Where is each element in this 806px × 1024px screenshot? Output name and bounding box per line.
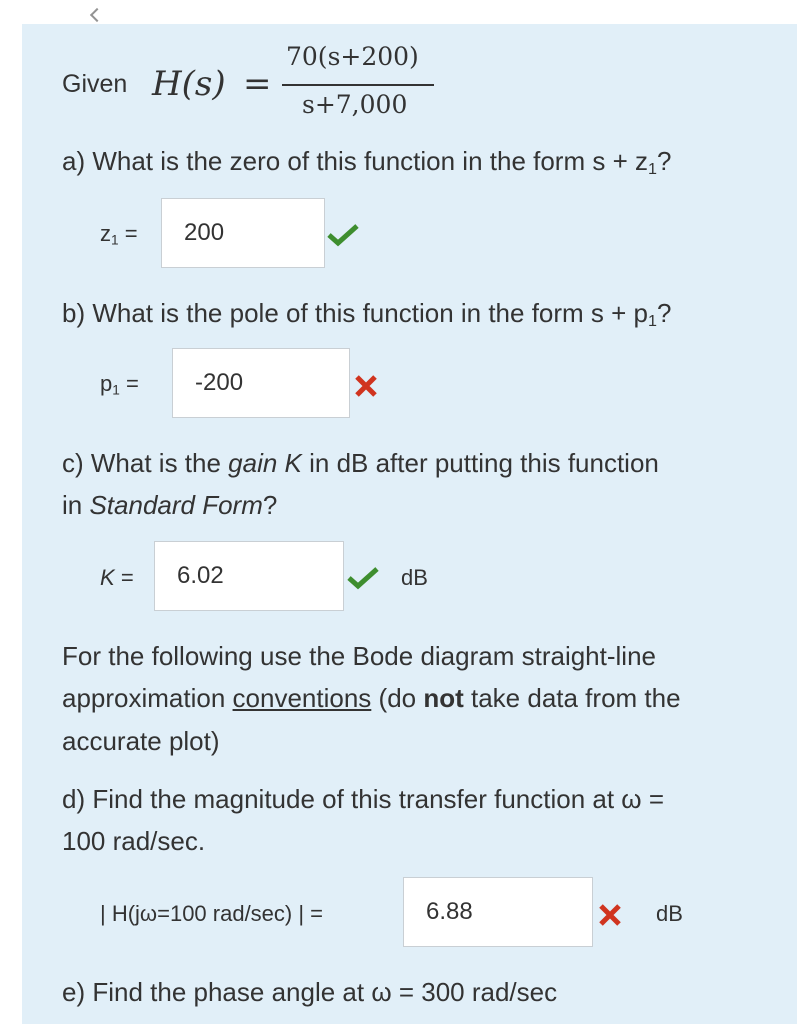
magnitude-unit: dB — [656, 901, 683, 926]
chevron-icon — [90, 8, 104, 22]
question-d-line1: d) Find the magnitude of this transfer function at ω = — [62, 784, 665, 814]
numerator: 70(s+200) — [286, 42, 419, 71]
question-c-line2: in Standard Form? — [62, 490, 278, 520]
z1-label: $z_1$ = — [100, 221, 138, 248]
fraction-bar — [282, 84, 434, 86]
check-icon — [346, 566, 380, 590]
question-b: b) What is the pole of this function in the form $s + p_1$? — [62, 298, 672, 331]
instructions-line2: approximation conventions (do not take data from the — [62, 683, 681, 713]
k-input[interactable]: 6.02 — [154, 541, 344, 611]
denominator: s+7,000 — [302, 90, 408, 119]
z1-input[interactable]: 200 — [161, 198, 325, 268]
conventions-link[interactable]: conventions — [232, 683, 372, 713]
instructions-line3: accurate plot) — [62, 726, 220, 756]
function-name: H(s) — [152, 64, 226, 104]
question-d-line2: 100 rad/sec. — [62, 826, 206, 856]
magnitude-label: | H(jω=100 rad/sec) | = — [100, 901, 324, 926]
check-icon — [326, 223, 360, 247]
question-e: e) Find the phase angle at ω = 300 rad/sec — [62, 977, 558, 1007]
cross-icon — [354, 374, 378, 398]
equals-sign: = — [243, 64, 272, 104]
top-bar — [0, 0, 806, 24]
magnitude-input[interactable]: 6.88 — [403, 877, 593, 947]
question-a: a) What is the zero of this function in the form $s + z_1$? — [62, 146, 672, 179]
question-c-line1: c) What is the gain K in dB after putting this function — [62, 448, 659, 478]
k-label: K = — [100, 565, 134, 590]
instructions-line1: For the following use the Bode diagram straight-line — [62, 641, 656, 671]
given-label: Given — [62, 70, 128, 98]
p1-label: $p_1$ = — [100, 371, 139, 398]
p1-input[interactable]: -200 — [172, 348, 350, 418]
cross-icon — [598, 903, 622, 927]
k-unit: dB — [401, 565, 428, 590]
